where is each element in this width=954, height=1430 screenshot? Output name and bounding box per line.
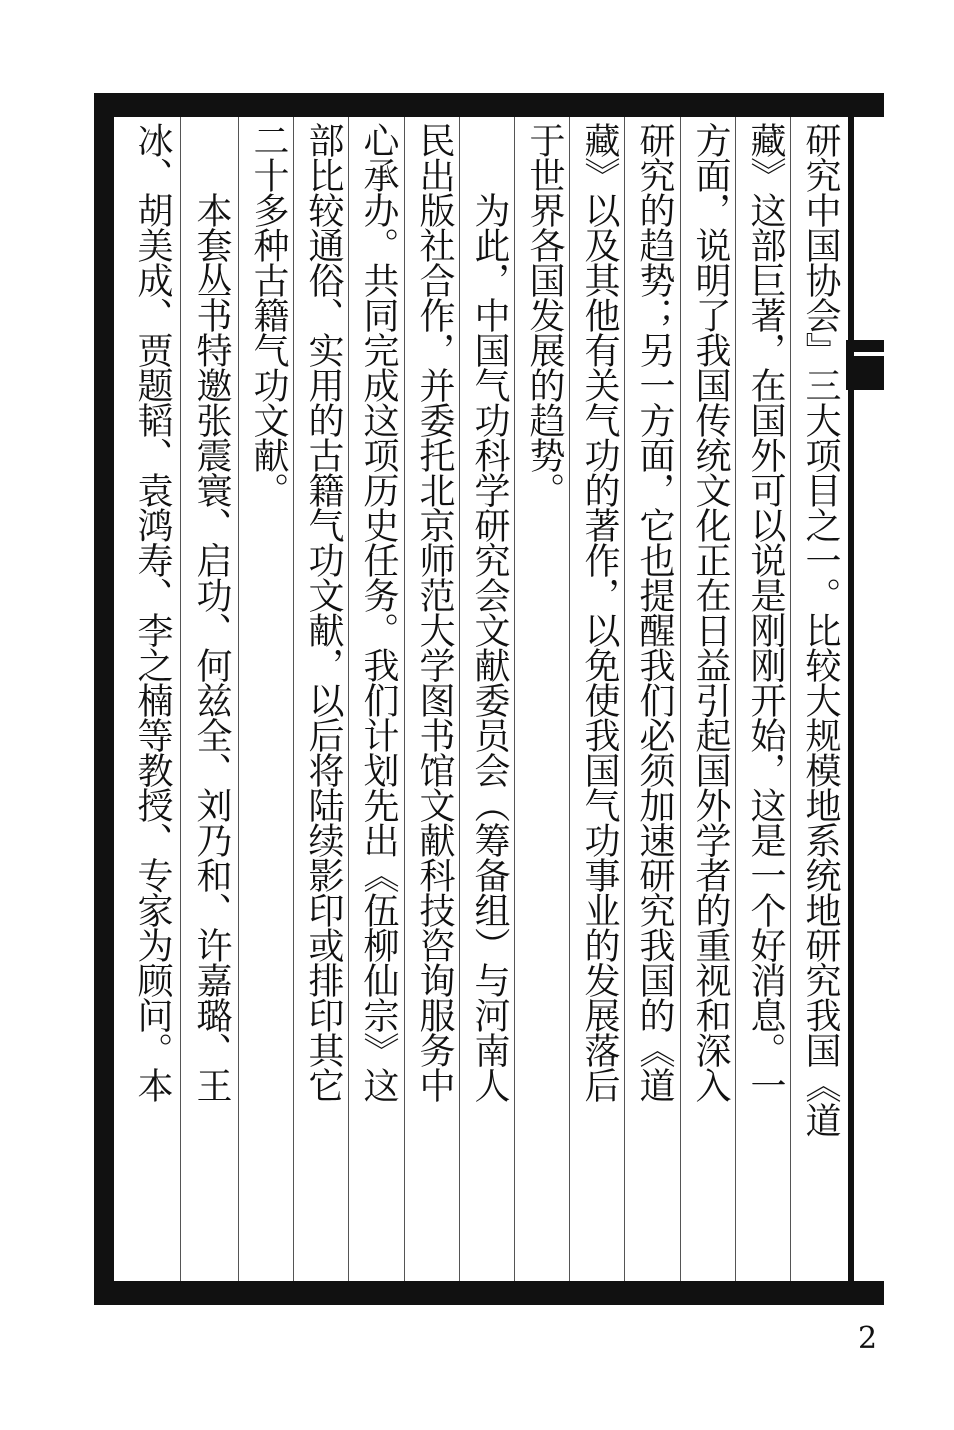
text-column: 二十多种古籍气功文献。 bbox=[248, 122, 289, 507]
text-column: 为此，中国气功科学研究会文献委员会（筹备组）与河南人 bbox=[469, 122, 510, 1102]
column-rule bbox=[680, 117, 681, 1281]
text-column: 部比较通俗、实用的古籍气功文献，以后将陆续影印或排印其它 bbox=[303, 122, 344, 1102]
text-column: 于世界各国发展的趋势。 bbox=[524, 122, 565, 507]
text-column: 本套丛书特邀张震寰、启功、何兹全、刘乃和、许嘉璐、王 bbox=[191, 122, 232, 1102]
frame-bottom-border bbox=[94, 1281, 884, 1305]
page-number: 2 bbox=[858, 1321, 878, 1356]
text-column: 方面，说明了我国传统文化正在日益引起国外学者的重视和深入 bbox=[690, 122, 731, 1102]
column-rule bbox=[238, 117, 239, 1281]
text-column: 冰、胡美成、贾题韬、袁鸿寿、李之楠等教授、专家为顾问。本 bbox=[132, 122, 173, 1102]
text-column: 民出版社合作，并委托北京师范大学图书馆文献科技咨询服务中 bbox=[414, 122, 455, 1102]
text-column: 研究的趋势；另一方面，它也提醒我们必须加速研究我国的《道 bbox=[634, 122, 675, 1102]
frame-top-border bbox=[94, 93, 884, 117]
frame-edge-tab-line bbox=[854, 352, 884, 356]
column-rule bbox=[404, 117, 405, 1281]
text-column: 藏》以及其他有关气功的著作，以免使我国气功事业的发展落后 bbox=[579, 122, 620, 1102]
frame-edge-tab bbox=[846, 340, 884, 390]
frame-left-border bbox=[94, 93, 114, 1305]
frame-right-border bbox=[848, 117, 854, 1281]
text-column: 藏》这部巨著，在国外可以说是刚刚开始，这是一个好消息。一 bbox=[745, 122, 786, 1102]
text-column: 心承办。共同完成这项历史任务。我们计划先出《伍柳仙宗》这 bbox=[358, 122, 399, 1102]
column-rule bbox=[180, 117, 181, 1281]
text-column: 研究中国协会』三大项目之一。比较大规模地系统地研究我国《道 bbox=[800, 122, 841, 1137]
